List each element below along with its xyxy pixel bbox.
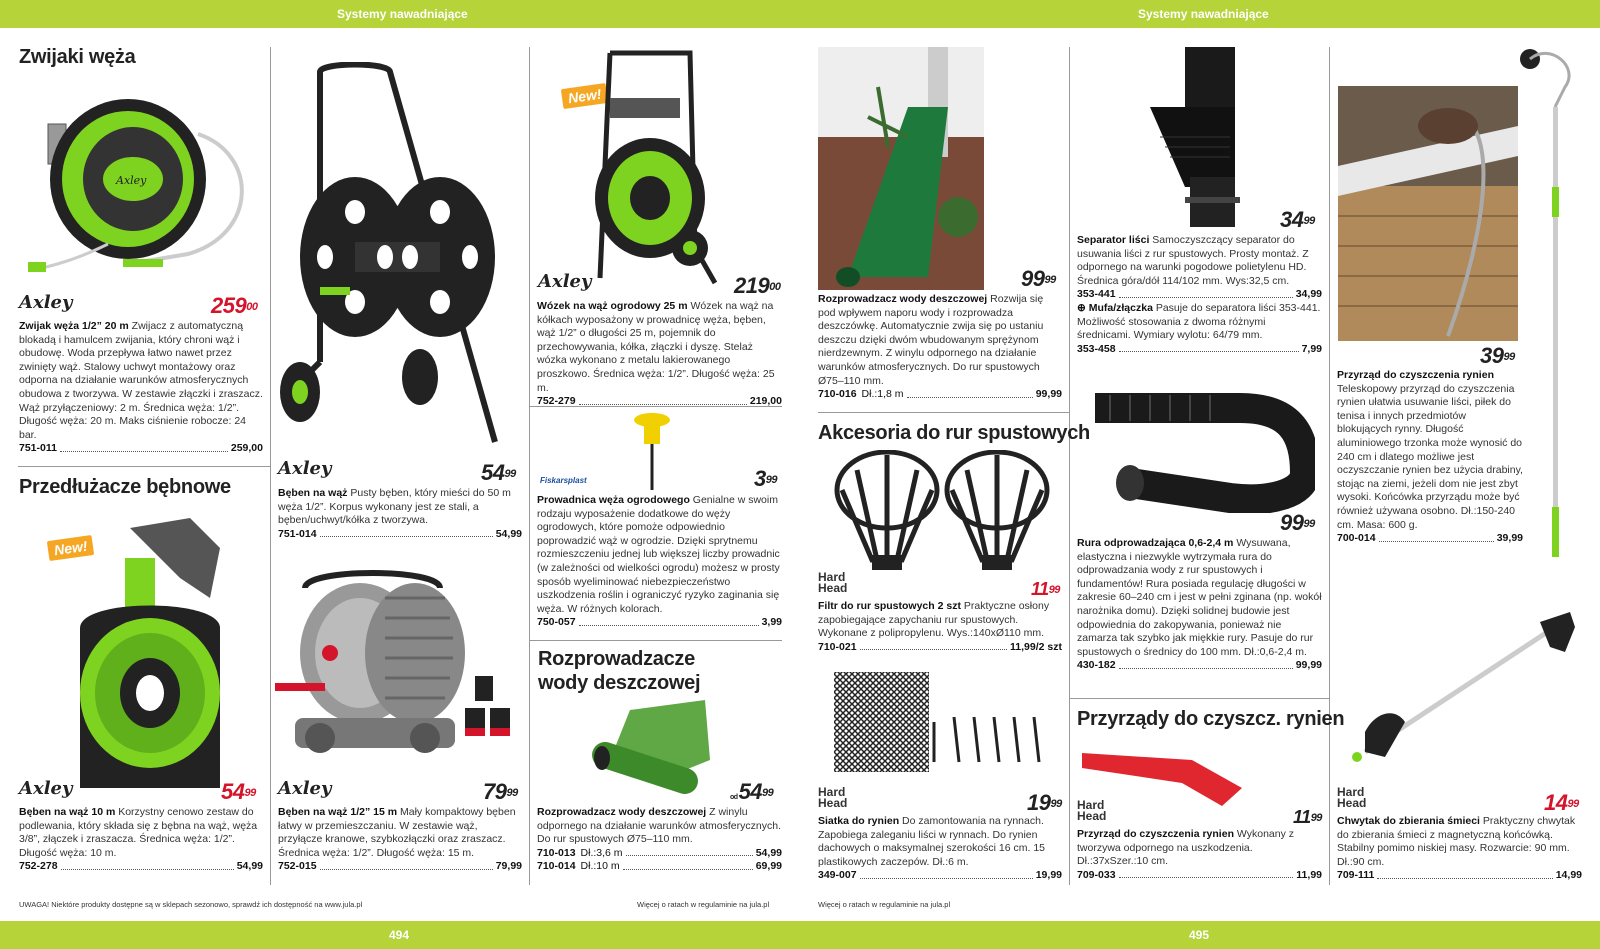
price-siatka: $19^{99}$ (1027, 790, 1062, 815)
price-prowadnica: $3^{99}$ (754, 466, 777, 491)
divider (1070, 698, 1330, 699)
gutter-mesh-image (834, 662, 1059, 777)
product-name-teleskop: Przyrząd do czyszczenia rynien (1337, 369, 1494, 381)
section-title-zwijaki: Zwijaki węża (19, 46, 136, 68)
price-separator: $34^{99}$ (1280, 207, 1315, 232)
product-desc-beben15: Bęben na wąż 1/2” 15 m Mały kompaktowy bęben łatwy w przemieszczaniu. W zestawie wąż, przyłącze kranowe, szybkozłączki oraz zraszacz. Średnica węża: 1/2”. Długość węża: 15 m. 752-015 79,99 (278, 806, 522, 873)
product-code-row: 751-011 259,00 (19, 442, 263, 455)
hardhead-logo: Hard Head (818, 570, 848, 595)
product-desc-rozprowadzacz-zielony: Rozprowadzacz wody deszczowej Z winylu odpornego na działanie warunków atmosferycznych. Do rur spustowych Ø75–110 mm. 710-013 Dł.:3,6 m 54,99 710-014 Dł.:10 m 69,99 (537, 806, 782, 873)
price-teleskop: $39^{99}$ (1480, 343, 1515, 368)
price-rura: $99^{99}$ (1280, 510, 1315, 535)
price-chwytak: $14^{99}$ (1544, 790, 1579, 815)
product-code-row: 752-279 219,00 (537, 395, 782, 408)
product-name-zwijak: Zwijak węża 1/2” 20 m (19, 320, 129, 332)
fiskarsplast-logo: Fiskarsplast (540, 476, 587, 485)
price-beben-pusty: $54^{99}$ (481, 460, 516, 485)
product-desc-wozek: Wózek na wąż ogrodowy 25 m Wózek na wąż na kółkach wyposażony w prowadnicę węża, bęben, wąż 1/2” o długości 25 m, pojemnik do przechowywania, kółka, złączki i dyszę. Stelaż wózka wykonano z metalu lakierowanego proszkowo. Średnica węża: 1/2”. Długość węża: 25 m. 752-279 219,00 (537, 300, 782, 408)
product-name-beben15: Bęben na wąż 1/2” 15 m (278, 806, 398, 818)
drain-pipe-image (1090, 393, 1315, 513)
price-beben10: $54^{99}$ (221, 779, 256, 804)
axley-logo: Axley (19, 778, 73, 799)
product-code-row: 752-278 54,99 (19, 860, 263, 873)
product-code-row: 709-033 11,99 (1077, 868, 1322, 881)
rain-diverter-roll-photo (818, 47, 984, 290)
hose-reel-image (28, 94, 253, 284)
hose-drum-15m-image (275, 568, 520, 763)
product-desc-siatka: Siatka do rynien Do zamontowania na rynnach. Zapobiega zaleganiu liści w rynnach. Do rynien dachowych o maksymalnej szerokości 16 cm. 15 plastikowych zaczepów. Dł.:6 m. 349-007 19,99 (818, 815, 1062, 882)
svg-text:Axley: Axley (116, 174, 147, 187)
divider (18, 466, 270, 467)
product-name-beben-pusty: Bęben na wąż (278, 487, 348, 499)
hardhead-logo: Hard Head (1337, 785, 1367, 810)
hose-cart-image (590, 48, 720, 293)
telescopic-pole-image (1520, 47, 1580, 567)
price-beben15: $79^{99}$ (483, 779, 518, 804)
product-code-row: 430-182 99,99 (1077, 659, 1322, 672)
price-lopatka: $11^{99}$ (1293, 807, 1322, 827)
product-name-rozprowadzacz-zielony: Rozprowadzacz wody deszczowej (537, 806, 707, 818)
downpipe-filter-image (832, 450, 1057, 572)
hardhead-logo: Hard Head (1077, 798, 1107, 823)
page-number-right: 495 (1189, 928, 1210, 942)
product-name-wozek: Wózek na wąż ogrodowy 25 m (537, 300, 688, 312)
empty-hose-drum-image (280, 62, 520, 462)
header-left-title: Systemy nawadniające (337, 7, 468, 21)
product-desc-filtr: Filtr do rur spustowych 2 szt Praktyczne osłony zapobiegające zapychaniu rur spustowych. Wykonane z polipropylenu. Wys.:140xØ110 mm. 710-021 11,99/2 szt (818, 600, 1062, 653)
leaf-separator-image (1140, 47, 1255, 229)
product-code-row: 700-014 39,99 (1337, 532, 1523, 545)
product-name-siatka: Siatka do rynien (818, 815, 900, 827)
product-desc-beben10: Bęben na wąż 10 m Korzystny cenowo zestaw do podlewania, który składa się z bębna na wąż, węża 3/8”, złączek i zraszacza. Średnica węża: 1/2”. Długość węża: 10 m. 752-278 54,99 (19, 806, 263, 873)
axley-logo: Axley (19, 292, 73, 313)
new-badge: New! (561, 83, 609, 109)
divider (529, 47, 530, 885)
product-name-filtr: Filtr do rur spustowych 2 szt (818, 600, 961, 612)
product-name-lopatka: Przyrząd do czyszczenia rynien (1077, 828, 1234, 840)
product-desc-lopatka: Przyrząd do czyszczenia rynien Wykonany z tworzywa odpornego na uszkodzenia. Dł.:37xSzer.:10 cm. 709-033 11,99 (1077, 828, 1322, 881)
product-desc-zwijak: Zwijak węża 1/2” 20 m Zwijacz z automatyczną blokadą i hamulcem zwijania, który chroni wąż i obudowę. Woda przepływa łatwo nawet przez zwinięty wąż. Stalowy uchwyt montażowy oraz odporna na działanie warunków atmosferycznych obudowa z tworzywa. W zestawie złączki i zraszacz. Wąż przyłączeniowy: 2 m. Średnica węża: 1/2”. Długość węża: 20 m. Maks ciśnienie robocze: 24 bar. 751-011 259,00 (19, 320, 263, 455)
installments-note-right: Więcej o ratach w regulaminie na jula.pl (818, 900, 951, 909)
section-title-rozprowadzacze: Rozprowadzacze wody deszczowej (538, 648, 701, 694)
axley-logo: Axley (278, 778, 332, 799)
axley-logo: Axley (278, 458, 332, 479)
product-desc-prowadnica: Prowadnica węża ogrodowego Genialne w swoim rodzaju wyposażenie dodatkowe do węży ogrodowych, które pomoże odpowiednio poprowadzić wąż w ogrodzie. Dzięki sprytnemu rozmieszczeniu jednej lub większej liczby prowadnic (w zależności od wielkości ogrodu) możesz w prosty sposób wyeliminować niebezpieczeństwo uszkodzenia roślin i ograniczyć ryzyko zaginania się węża. W różnych kolorach. 750-057 3,99 (537, 494, 782, 629)
product-code-row: 349-007 19,99 (818, 869, 1062, 882)
hardhead-logo: Hard Head (818, 785, 848, 810)
product-desc-separator: Separator liści Samoczyszczący separator do usuwania liści z rur spustowych. Prosty montaż. Z odpornego na warunki pogodowe polietylenu HD. Średnica góra/dół 114/102 mm. Wys:32,5 cm. 353-441 34,99 ⊕ Mufa/złączka Pasuje do separatora liści 353-441. Możliwość stosowania z dwoma różnymi średnicami. Wymiary wylotu: 64/79 mm. 353-458 7,99 (1077, 234, 1322, 355)
warning-note: UWAGA! Niektóre produkty dostępne są w sklepach sezonowo, sprawdź ich dostępność na www.jula.pl (19, 900, 363, 909)
section-title-przyrzady: Przyrządy do czyszcz. rynien (1077, 708, 1345, 730)
product-desc-rozprowadzacz-rolowany: Rozprowadzacz wody deszczowej Rozwija się pod wpływem naporu wody i rozprowadza deszczówkę. Automatycznie zwija się po ustaniu deszczu dzięki dwóm wbudowanym sprężynom nierdzewnym. Z winylu odpornego na działanie warunków atmosferycznych. Do rur spustowych Ø75–110 mm. 710-016 Dł.:1,8 m 99,99 (818, 293, 1062, 401)
divider (1329, 47, 1330, 885)
product-desc-rura: Rura odprowadzająca 0,6-2,4 m Wysuwana, elastyczna i niezwykle wytrzymała rura do odprowadzania wody z rur spustowych i fundamentów! Rura posiada regulację długości w zakresie 60–240 cm i jest w pełni zginana (np. wokół narożnika domu). Dzięki solidnej budowie jest odpowiednia do zakopywania, ponieważ nie zamarza tak szybko jak miękkie rury. Pasuje do rur spustowych o średnicy do 100 mm. Dł.:0,6-2,4 m. 430-182 99,99 (1077, 537, 1322, 672)
footer-bar (0, 921, 1600, 949)
product-code-row: 709-111 14,99 (1337, 869, 1582, 882)
product-code-row: 750-057 3,99 (537, 616, 782, 629)
product-name-beben10: Bęben na wąż 10 m (19, 806, 116, 818)
gutter-cleaning-photo (1338, 86, 1518, 341)
product-code-row: 752-015 79,99 (278, 860, 522, 873)
gutter-scoop-image (1082, 748, 1247, 808)
installments-note-left: Więcej o ratach w regulaminie na jula.pl (637, 900, 770, 909)
price-filtr: $11^{99}$ (1031, 579, 1060, 599)
litter-picker-image (1345, 612, 1580, 772)
product-desc-chwytak: Chwytak do zbierania śmieci Praktyczny chwytak do zbierania śmieci z magnetyczną końcówką. Stabilny pomimo niskiej masy. Rozwarcie: 90 mm. Dł.:90 cm. 709-111 14,99 (1337, 815, 1582, 882)
axley-logo: Axley (538, 271, 592, 292)
product-code-row: 353-458 7,99 (1077, 342, 1322, 355)
product-code-row: 710-021 11,99/2 szt (818, 640, 1062, 653)
product-name-separator: Separator liści (1077, 234, 1150, 246)
product-code-row: 751-014 54,99 (278, 527, 522, 540)
new-badge: New! (47, 535, 95, 561)
price-wozek: $219^{00}$ (734, 273, 781, 298)
divider (1069, 47, 1070, 885)
price-zwijak: $259^{00}$ (211, 293, 258, 318)
product-code-row: 353-441 34,99 (1077, 288, 1322, 301)
section-title-akcesoria: Akcesoria do rur spustowych (818, 422, 1090, 444)
product-desc-beben-pusty: Bęben na wąż Pusty bęben, który mieści do 50 m węża 1/2”. Korpus wykonany jest ze stali, a bęben/uchwyt/kółka z tworzywa. 751-014 54,99 (278, 487, 522, 540)
plus-icon: ⊕ (1077, 301, 1089, 314)
product-name-rozprowadzacz-rolowany: Rozprowadzacz wody deszczowej (818, 293, 988, 305)
section-title-przedluzacze: Przedłużacze bębnowe (19, 476, 231, 498)
page-number-left: 494 (389, 928, 410, 942)
header-bar (0, 0, 1600, 28)
product-code-row: 710-016 Dł.:1,8 m 99,99 (818, 388, 1062, 401)
product-name-chwytak: Chwytak do zbierania śmieci (1337, 815, 1480, 827)
divider (530, 640, 782, 641)
price-rozprowadzacz-rolowany: $99^{99}$ (1021, 266, 1056, 291)
divider (818, 412, 1070, 413)
product-code-row: 710-014 Dł.:10 m 69,99 (537, 860, 782, 873)
hose-drum-10m-image (70, 518, 230, 788)
price-rozprowadzacz-zielony: $od54^{99}$ (730, 779, 774, 804)
product-desc-teleskop: Przyrząd do czyszczenia rynien Teleskopowy przyrząd do czyszczenia rynien ułatwia usuwanie liści, piłek do tenisa i innych przedmiotów blokujących rynny. Długość aluminiowego trzonka może wynosić do 240 cm i dlatego możliwe jest oczyszczanie rynien bez użycia drabiny, stojąc na ziemi, jeżeli dom nie jest zbyt wysoki. Końcówka przyrządu może być również używana osobno. Dł.:150-240 cm. Masa: 600 g. 700-014 39,99 (1337, 369, 1523, 545)
product-name-prowadnica: Prowadnica węża ogrodowego (537, 494, 690, 506)
product-name-rura: Rura odprowadzająca 0,6-2,4 m (1077, 537, 1234, 549)
header-right-title: Systemy nawadniające (1138, 7, 1269, 21)
divider (270, 47, 271, 885)
product-code-row: 710-013 Dł.:3,6 m 54,99 (537, 846, 782, 859)
rain-diverter-green-image (590, 700, 720, 795)
hose-guide-image (632, 412, 672, 492)
